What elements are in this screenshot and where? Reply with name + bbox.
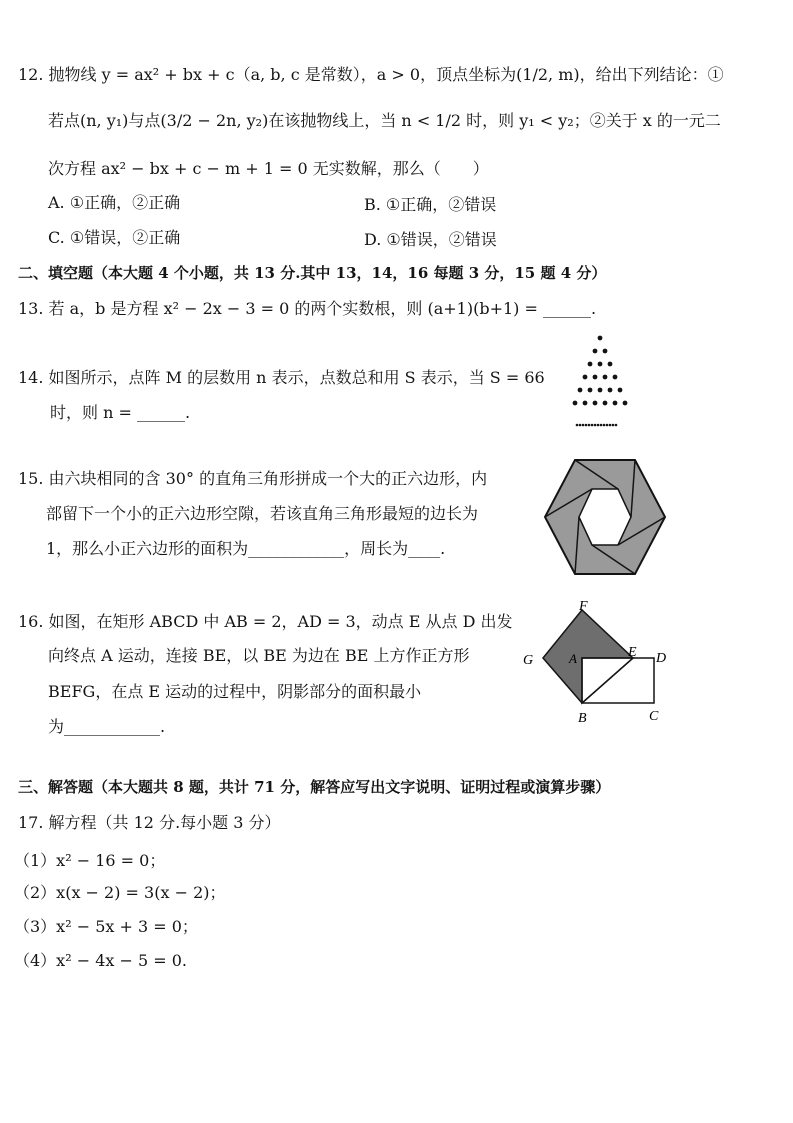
dot-triangle-figure (545, 330, 655, 430)
section3-heading: 三、解答题（本大题共 8 题，共计 71 分，解答应写出文字说明、证明过程或演算步骤） (18, 778, 611, 796)
dot (583, 401, 588, 406)
q12-option-c: C. ①错误，②正确 (48, 228, 181, 247)
base-dot (597, 424, 600, 427)
q17-item-2: （2）x(x − 2) = 3(x − 2)； (14, 883, 226, 902)
dot (613, 375, 618, 380)
q15-line1: 15. 由六块相同的含 30° 的直角三角形拼成一个大的正六边形，内 (18, 469, 488, 488)
dot (588, 388, 593, 393)
q15-line3: 1，那么小正六边形的面积为____________，周长为____. (46, 539, 446, 558)
q17-item-4: （4）x² − 4x − 5 = 0. (14, 951, 188, 970)
q12-line2: 若点(n, y₁)与点(3/2 − 2n, y₂)在该抛物线上，当 n < 1/2 时，则 y₁ < y₂；②关于 x 的一元二 (48, 111, 721, 130)
dot (573, 401, 578, 406)
q16-line2: 向终点 A 运动，连接 BE，以 BE 为边在 BE 上方作正方形 (48, 646, 470, 665)
dot (623, 401, 628, 406)
label-d: D (656, 651, 667, 666)
q12-line1: 12. 抛物线 y = ax² + bx + c（a, b, c 是常数），a > 0，顶点坐标为(1/2, m)，给出下列结论：① (18, 65, 724, 84)
dot (608, 362, 613, 367)
q17-item-3: （3）x² − 5x + 3 = 0； (14, 917, 198, 936)
hexagon-figure (540, 455, 670, 580)
base-dot (609, 424, 612, 427)
dot (598, 362, 603, 367)
q16-line1: 16. 如图，在矩形 ABCD 中 AB = 2，AD = 3，动点 E 从点 D 出发 (18, 612, 513, 631)
q12-line3: 次方程 ax² − bx + c − m + 1 = 0 无实数解，那么（ ） (48, 159, 489, 178)
q17-item-1: （1）x² − 16 = 0； (14, 851, 166, 870)
base-dot (582, 424, 585, 427)
dot (603, 349, 608, 354)
label-f: F (579, 600, 588, 614)
dot (618, 388, 623, 393)
label-a: A (569, 651, 577, 666)
q12-option-a: A. ①正确，②正确 (48, 193, 181, 212)
base-dot (615, 424, 618, 427)
label-g: G (523, 653, 534, 668)
label-b: B (578, 711, 587, 726)
dot (598, 336, 603, 341)
dot (603, 401, 608, 406)
rectangle-square-figure (515, 600, 675, 730)
base-dot (588, 424, 591, 427)
q13-text: 13. 若 a，b 是方程 x² − 2x − 3 = 0 的两个实数根，则 (a+1)(b+1) = ______. (18, 299, 597, 318)
q16-line3: BEFG，在点 E 运动的过程中，阴影部分的面积最小 (48, 682, 422, 701)
base-dot (600, 424, 603, 427)
base-dot (612, 424, 615, 427)
dot (593, 349, 598, 354)
dot (608, 388, 613, 393)
base-dot (606, 424, 609, 427)
section2-heading: 二、填空题（本大题 4 个小题，共 13 分.其中 13，14，16 每题 3 分，15 题 4 分） (18, 264, 607, 282)
label-e: E (628, 645, 637, 660)
base-dot (594, 424, 597, 427)
base-dot (591, 424, 594, 427)
dot (578, 388, 583, 393)
q12-option-d: D. ①错误，②错误 (364, 230, 497, 249)
q17-title: 17. 解方程（共 12 分.每小题 3 分） (18, 813, 281, 832)
dot (583, 375, 588, 380)
base-dot (585, 424, 588, 427)
q12-option-b: B. ①正确，②错误 (364, 195, 497, 214)
base-dot (576, 424, 579, 427)
dot (593, 401, 598, 406)
label-c: C (649, 709, 659, 724)
base-dot (579, 424, 582, 427)
dot (588, 362, 593, 367)
base-dot (603, 424, 606, 427)
q14-line1: 14. 如图所示，点阵 M 的层数用 n 表示，点数总和用 S 表示，当 S = 66 (18, 368, 545, 387)
dot (603, 375, 608, 380)
dot (598, 388, 603, 393)
dot (593, 375, 598, 380)
q16-line4: 为____________. (48, 717, 166, 736)
dot (613, 401, 618, 406)
q15-line2: 部留下一个小的正六边形空隙，若该直角三角形最短的边长为 (46, 504, 479, 523)
q14-line2: 时，则 n = ______. (50, 403, 191, 422)
